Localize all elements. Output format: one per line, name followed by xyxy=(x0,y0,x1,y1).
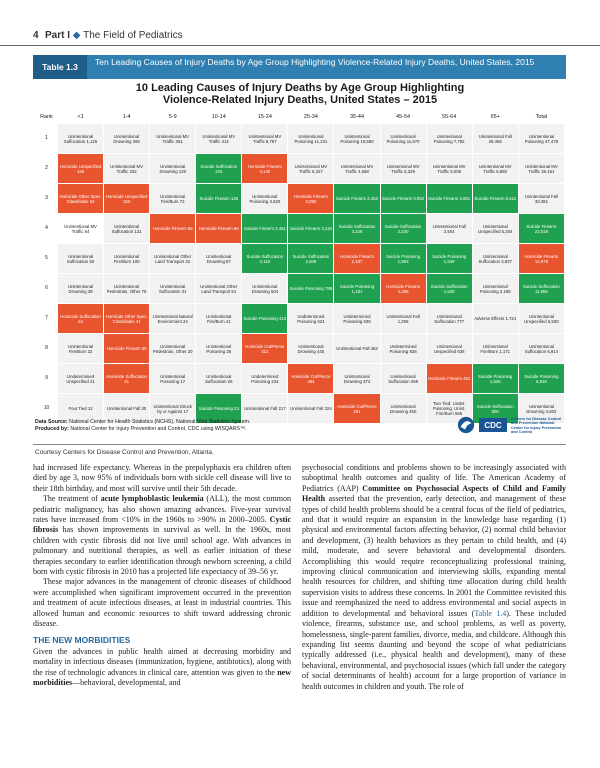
rank-cell: 9 xyxy=(36,364,58,394)
cdc-logo-text: Centers for Disease Control and Prevention National Center for Injury Prevention and Control xyxy=(511,417,562,435)
cause-cell: Homicide Firearm 1,289 xyxy=(380,274,426,304)
cause-cell: Homicide Cut/Pierce 384 xyxy=(288,364,334,394)
table-heading xyxy=(33,55,566,79)
table-row xyxy=(36,274,565,304)
rank-cell: 2 xyxy=(36,154,58,184)
cause-cell: Homicide Other Spec. Classifiable 62 xyxy=(58,184,104,214)
cause-cell: Suicide Firearm 5,511 xyxy=(472,184,518,214)
data-source-label: Data Source: xyxy=(35,419,68,425)
term-all: acute lymphoblastic leukemia xyxy=(100,494,204,504)
cause-cell: Suicide Suffocation 1,530 xyxy=(426,274,472,304)
cause-cell: Adverse Effects 1,721 xyxy=(472,304,518,334)
text-run: The treatment of xyxy=(43,494,101,504)
cause-cell: Homicide Firearm 86 xyxy=(196,214,242,244)
cause-cell: Unintentional Suffocation 1,125 xyxy=(58,124,104,154)
cause-cell: Unintentional Pedestrian, Other 20 xyxy=(150,334,196,364)
rank-cell: 5 xyxy=(36,244,58,274)
cause-cell: Unintentional MV Traffic 5,329 xyxy=(380,154,426,184)
cause-cell: Suicide Suffocation 2,506 xyxy=(288,244,334,274)
cause-cell: Unintentional Poisoning 7,782 xyxy=(426,124,472,154)
rank-cell: 3 xyxy=(36,184,58,214)
cause-cell: Homicide Firearm 3,090 xyxy=(288,184,334,214)
cause-cell: Unintentional Fall 1,296 xyxy=(380,304,426,334)
term-committee: Committee on Psychosocial Aspects of Child and Family Health xyxy=(302,483,566,504)
cause-cell: Four Tied 12 xyxy=(58,394,104,424)
cause-cell: Unintentional Fall 33,381 xyxy=(518,184,564,214)
table-1-4-link[interactable]: Table 1.4 xyxy=(474,608,507,618)
rank-cell: 1 xyxy=(36,124,58,154)
running-header xyxy=(45,30,183,41)
cause-cell: Unintentional Struck by or Against 17 xyxy=(150,394,196,424)
cause-cell: Unintentional Poisoning 47,478 xyxy=(518,124,564,154)
cause-cell: Suicide Poisoning 23 xyxy=(196,394,242,424)
cause-cell: Unintentional MV Traffic 6,327 xyxy=(288,154,334,184)
text-run: ). These included violence, firearms, substance use, and school problems, as well as poverty, homelessness, single-parent families, divorce, media, and childcare. Although this expanding list seems daunting and beyond the scope of what pediatricians typically addressed (i.e., physical health and development), many of these behavioral, environmental, and psychosocial issues (which fall under the category of social determinants of health) account for a large proportion of variance in health outcomes in children and youth. The role of xyxy=(302,608,566,691)
cause-cell: Suicide Firearm 3,951 xyxy=(426,184,472,214)
cause-cell: Unintentional MV Traffic 6,787 xyxy=(242,124,288,154)
cause-cell: Suicide Suffocation 2,228 xyxy=(334,214,380,244)
cause-cell: Suicide Firearm 136 xyxy=(196,184,242,214)
cause-cell: Suicide Suffocation 900 xyxy=(472,394,518,424)
column-header: 10-14 xyxy=(196,111,242,124)
cause-cell: Homicide Other Spec. Classifiable 41 xyxy=(104,304,150,334)
cause-cell: Unintentional Poisoning 10,580 xyxy=(334,124,380,154)
cause-cell: Undetermined Poisoning 234 xyxy=(242,364,288,394)
cause-cell: Unintentional Fire/Burn 72 xyxy=(150,184,196,214)
cause-cell: Unintentional Fall 324 xyxy=(288,394,334,424)
table-row xyxy=(36,214,565,244)
cause-cell: Unintentional Drowning 390 xyxy=(104,124,150,154)
cause-cell: Unintentional Unspecified 636 xyxy=(426,334,472,364)
cause-cell: Unintentional Fire/Burn 22 xyxy=(58,334,104,364)
cause-cell: Unintentional Drowning 38 xyxy=(58,274,104,304)
cause-cell: Unintentional Fire/Burn 1,171 xyxy=(472,334,518,364)
cause-cell: Suicide Suffocation 2,230 xyxy=(380,214,426,244)
cause-cell: Undetermined Unspecified 21 xyxy=(58,364,104,394)
column-header: 35-44 xyxy=(334,111,380,124)
produced-by-label: Produced by: xyxy=(35,426,69,432)
cause-cell: Suicide Suffocation 11,855 xyxy=(518,274,564,304)
table-row xyxy=(36,154,565,184)
cause-cell: Unintentional MV Traffic 6,860 xyxy=(472,154,518,184)
cause-cell: Homicide Firearm 2,187 xyxy=(334,244,380,274)
rank-cell: 7 xyxy=(36,304,58,334)
column-header: 5-9 xyxy=(150,111,196,124)
right-text-column xyxy=(302,463,566,692)
cause-cell: Unintentional Fall 2,504 xyxy=(426,214,472,244)
cause-cell: Unintentional Fire/Burn 100 xyxy=(104,244,150,274)
cause-cell: Homicide Firearm 12,979 xyxy=(518,244,564,274)
cause-cell: Unintentional Suffocation 469 xyxy=(380,364,426,394)
cause-cell: Unintentional Poisoning 11,670 xyxy=(380,124,426,154)
term-new-morbidities: new morbidities xyxy=(33,667,291,688)
column-header: <1 xyxy=(58,111,104,124)
table-row xyxy=(36,304,565,334)
data-source-note xyxy=(35,419,250,426)
cause-cell: Unintentional Natural Environment 24 xyxy=(150,304,196,334)
header-divider xyxy=(0,45,600,46)
cause-cell: Unintentional MV Traffic 332 xyxy=(104,154,150,184)
cause-cell: Homicide Unspecified 153 xyxy=(104,184,150,214)
cause-cell: Homicide Suffocation 41 xyxy=(104,364,150,394)
cause-cell: Undetermined Poisoning 624 xyxy=(288,304,334,334)
cdc-logo: CDC xyxy=(479,418,507,432)
section-heading: THE NEW MORBIDITIES xyxy=(33,634,131,645)
cause-cell: Suicide Poisoning 413 xyxy=(242,304,288,334)
paragraph xyxy=(33,647,291,689)
paragraph xyxy=(33,494,291,577)
table-caption: Ten Leading Causes of Injury Deaths by Age Group Highlighting Violence-Related Injury Deaths, United States, 2015 xyxy=(95,57,535,67)
data-source-text: National Center for Health Statistics (NCHS), National Vital Statistics System. xyxy=(69,419,251,425)
column-header: 25-34 xyxy=(288,111,334,124)
cause-cell: Unintentional Poisoning 11,231 xyxy=(288,124,334,154)
cause-cell: Unintentional Drowning 445 xyxy=(288,334,334,364)
cause-cell: Unintentional MV Traffic 5,008 xyxy=(426,154,472,184)
cause-cell: Unintentional Fall 462 xyxy=(334,334,380,364)
cause-cell: Undetermined Poisoning 828 xyxy=(380,334,426,364)
produced-by-note xyxy=(35,426,250,433)
cause-cell: Two Tied: Undet. Poisoning, Unint. Fire/Burn 565 xyxy=(426,394,472,424)
cause-cell: Homicide Cut/Pierce 261 xyxy=(334,394,380,424)
cause-cell: Suicide Poisoning 1,535 xyxy=(472,364,518,394)
cause-cell: Unintentional Poisoning 36 xyxy=(196,334,242,364)
rank-cell: 6 xyxy=(36,274,58,304)
produced-by-text: National Center for Injury Prevention and Control, CDC using WISQARS™. xyxy=(70,426,247,432)
cause-cell: Unintentional Drowning 129 xyxy=(150,154,196,184)
text-run: —behavioral, developmental, and xyxy=(72,678,181,688)
table-row xyxy=(36,334,565,364)
cause-cell: Unintentional MV Traffic 64 xyxy=(58,214,104,244)
cause-cell: Suicide Firearm 3,118 xyxy=(288,214,334,244)
part-label: Part I xyxy=(45,30,71,41)
text-run: psychosocial conditions and problems shown to be increasingly associated with suboptimal health outcomes and quality of life. The American Academy of Pediatrics (AAP) xyxy=(302,463,566,493)
cause-cell: Homicide Firearm 86 xyxy=(150,214,196,244)
credit-divider xyxy=(33,444,566,445)
cause-cell: Unintentional MV Traffic 36,161 xyxy=(518,154,564,184)
cause-cell: Unintentional Fall 29,466 xyxy=(472,124,518,154)
hhs-eagle-logo-icon xyxy=(457,416,475,434)
text-run: has shown improvements in survival as well. In the 1960s, most children with cystic fibrosis did not live until school age. With advances in pulmonary and nutritional therapies, as well as earlier initiation of these therapies secondary to earlier identification through newborn screening, a child born with cystic fibrosis in 2010 has a projected life expectancy of 39–56 yr. xyxy=(33,525,291,577)
text-run: Given the advances in public health aimed at decreasing morbidity and mortality in infectious diseases (immunization, hygiene, antibiotics), along with the rise of technologic advances in clinical care, attention was given to the xyxy=(33,646,291,677)
cause-cell: Unintentional Unspecified 6,930 xyxy=(518,304,564,334)
cause-cell: Suicide Suffocation 2,119 xyxy=(242,244,288,274)
cause-cell: Unintentional Suffocation 26 xyxy=(196,364,242,394)
paragraph: had increased life expectancy. Whereas in the prepolyphaxis era children often died by age 3, now 95% of individuals born with sickle cell disease will live to their 18th birthday, and most will survive until their 5th decade. xyxy=(33,463,291,493)
table-label: Table 1.3 xyxy=(33,55,87,79)
cause-cell: Homicide Firearm 30 xyxy=(104,334,150,364)
column-header: 1-4 xyxy=(104,111,150,124)
cause-cell: Unintentional Poisoning 2,198 xyxy=(472,274,518,304)
diamond-icon: ◆ xyxy=(72,30,81,41)
cause-cell: Unintentional Drowning 3,602 xyxy=(518,394,564,424)
left-text-column xyxy=(33,463,291,689)
cause-cell: Suicide Firearm 2,452 xyxy=(334,184,380,214)
paragraph: These major advances in the management of chronic diseases of childhood were accomplished when significant improvement occurred in the prevention and treatment of acute infectious diseases, at least in industrial countries. This allowed human and economic resources to shift toward addressing chronic disease. xyxy=(33,577,291,629)
figure-credit: Courtesy Centers for Disease Control and Prevention, Atlanta. xyxy=(35,449,214,456)
cause-cell: Unintentional MV Traffic 412 xyxy=(196,124,242,154)
rank-cell: 8 xyxy=(36,334,58,364)
table-row xyxy=(36,124,565,154)
term-cystic-fibrosis: Cystic fibrosis xyxy=(33,515,291,535)
cause-cell: Suicide Poisoning 6,818 xyxy=(518,364,564,394)
cause-cell: Suicide Poisoning 1,549 xyxy=(426,244,472,274)
cause-cell: Homicide Suffocation 24 xyxy=(58,304,104,334)
figure-notes xyxy=(35,419,250,433)
cause-cell: Unintentional Suffocation 31 xyxy=(150,274,196,304)
figure-title-line1: 10 Leading Causes of Injury Deaths by Age Group Highlighting xyxy=(135,82,465,94)
cause-cell: Unintentional Suffocation 50 xyxy=(58,244,104,274)
cause-cell: Unintentional MV Traffic 4,668 xyxy=(334,154,380,184)
cause-cell: Unintentional Suffocation 777 xyxy=(426,304,472,334)
text-run: (ALL), the most common pediatric malignancy, has also shown amazing advances. Five-year survival rates have increased from <10% in the 1960s to >90% in 2000–2005. xyxy=(33,494,291,525)
cause-cell: Suicide Poisoning 788 xyxy=(288,274,334,304)
cause-cell: Suicide Poisoning 1,883 xyxy=(380,244,426,274)
cause-cell: Unintentional Drowning 87 xyxy=(196,244,242,274)
cause-cell: Unintentional Other Land Transport 51 xyxy=(196,274,242,304)
cause-cell: Unintentional Suffocation 3,837 xyxy=(472,244,518,274)
figure-title xyxy=(35,82,565,106)
rank-cell: 10 xyxy=(36,394,58,424)
cause-cell: Homicide Firearm 4,140 xyxy=(242,154,288,184)
cause-cell: Suicide Suffocation 234 xyxy=(196,154,242,184)
cause-cell: Unintentional Fall 217 xyxy=(242,394,288,424)
cause-cell: Unintentional Pedestrian, Other 75 xyxy=(104,274,150,304)
cause-cell: Suicide Firearm 22,018 xyxy=(518,214,564,244)
cause-cell: Homicide Unspecified 136 xyxy=(58,154,104,184)
chapter-title: The Field of Pediatrics xyxy=(83,30,183,41)
cause-cell: Suicide Firearm 2,461 xyxy=(242,214,288,244)
column-header: 55-64 xyxy=(426,111,472,124)
column-header: 65+ xyxy=(472,111,518,124)
cause-cell: Unintentional Drowning 504 xyxy=(242,274,288,304)
table-row xyxy=(36,184,565,214)
page-number: 4 xyxy=(33,30,39,41)
figure-title-line2: Violence-Related Injury Deaths, United States – 2015 xyxy=(162,94,438,106)
cause-cell: Unintentional Poisoning 17 xyxy=(150,364,196,394)
column-header: Total xyxy=(518,111,564,124)
causes-table xyxy=(35,110,565,424)
paragraph xyxy=(302,463,566,692)
text-run: asserted that the prevention, early detection, and management of these types of child health problems should be a central focus of the field of pediatrics, and that it would require an expansion in the knowledge base regarding (1) physical and environmental factors affecting behavior, (2) normal child behavior and development, (3) health behaviors as they pertain to child health, and (4) mild, moderate, and severe behavioral and developmental disorders. Accomplishing this would require reconceptualizing professional training, improving clinical communication and interviewing skills, expanding mental health resources for children, and shifting time allocation during child health supervision visits to address these concerns. In 2001 the Committee revisited this issue and reemphasized the need to address environmental and social aspects in addition to developmental and behavioral issues ( xyxy=(302,494,566,618)
table-header-row xyxy=(36,111,565,124)
cause-cell: Unintentional Drowning 374 xyxy=(334,364,380,394)
column-header: 45-54 xyxy=(380,111,426,124)
cause-cell: Unintentional Suffocation 131 xyxy=(104,214,150,244)
table-row xyxy=(36,244,565,274)
cause-cell: Homicide Cut/Pierce 312 xyxy=(242,334,288,364)
cause-cell: Unintentional Poisoning 3,620 xyxy=(242,184,288,214)
table-row xyxy=(36,364,565,394)
cause-cell: Unintentional Drowning 450 xyxy=(380,394,426,424)
column-header: 15-24 xyxy=(242,111,288,124)
cause-cell: Suicide Poisoning 1,181 xyxy=(334,274,380,304)
cause-cell: Unintentional Unspecified 5,204 xyxy=(472,214,518,244)
cause-cell: Unintentional Fall 30 xyxy=(104,394,150,424)
cause-cell: Unintentional Fire/Burn 41 xyxy=(196,304,242,334)
cause-cell: Unintentional MV Traffic 351 xyxy=(150,124,196,154)
cause-cell: Homicide Firearm 481 xyxy=(426,364,472,394)
cause-cell: Unintentional Other Land Transport 32 xyxy=(150,244,196,274)
cause-cell: Unintentional Suffocation 6,914 xyxy=(518,334,564,364)
rank-cell: 4 xyxy=(36,214,58,244)
cause-cell: Suicide Firearm 3,952 xyxy=(380,184,426,214)
column-header: Rank xyxy=(36,111,58,124)
cause-cell: Undetermined Poisoning 639 xyxy=(334,304,380,334)
injury-deaths-figure xyxy=(35,82,565,437)
